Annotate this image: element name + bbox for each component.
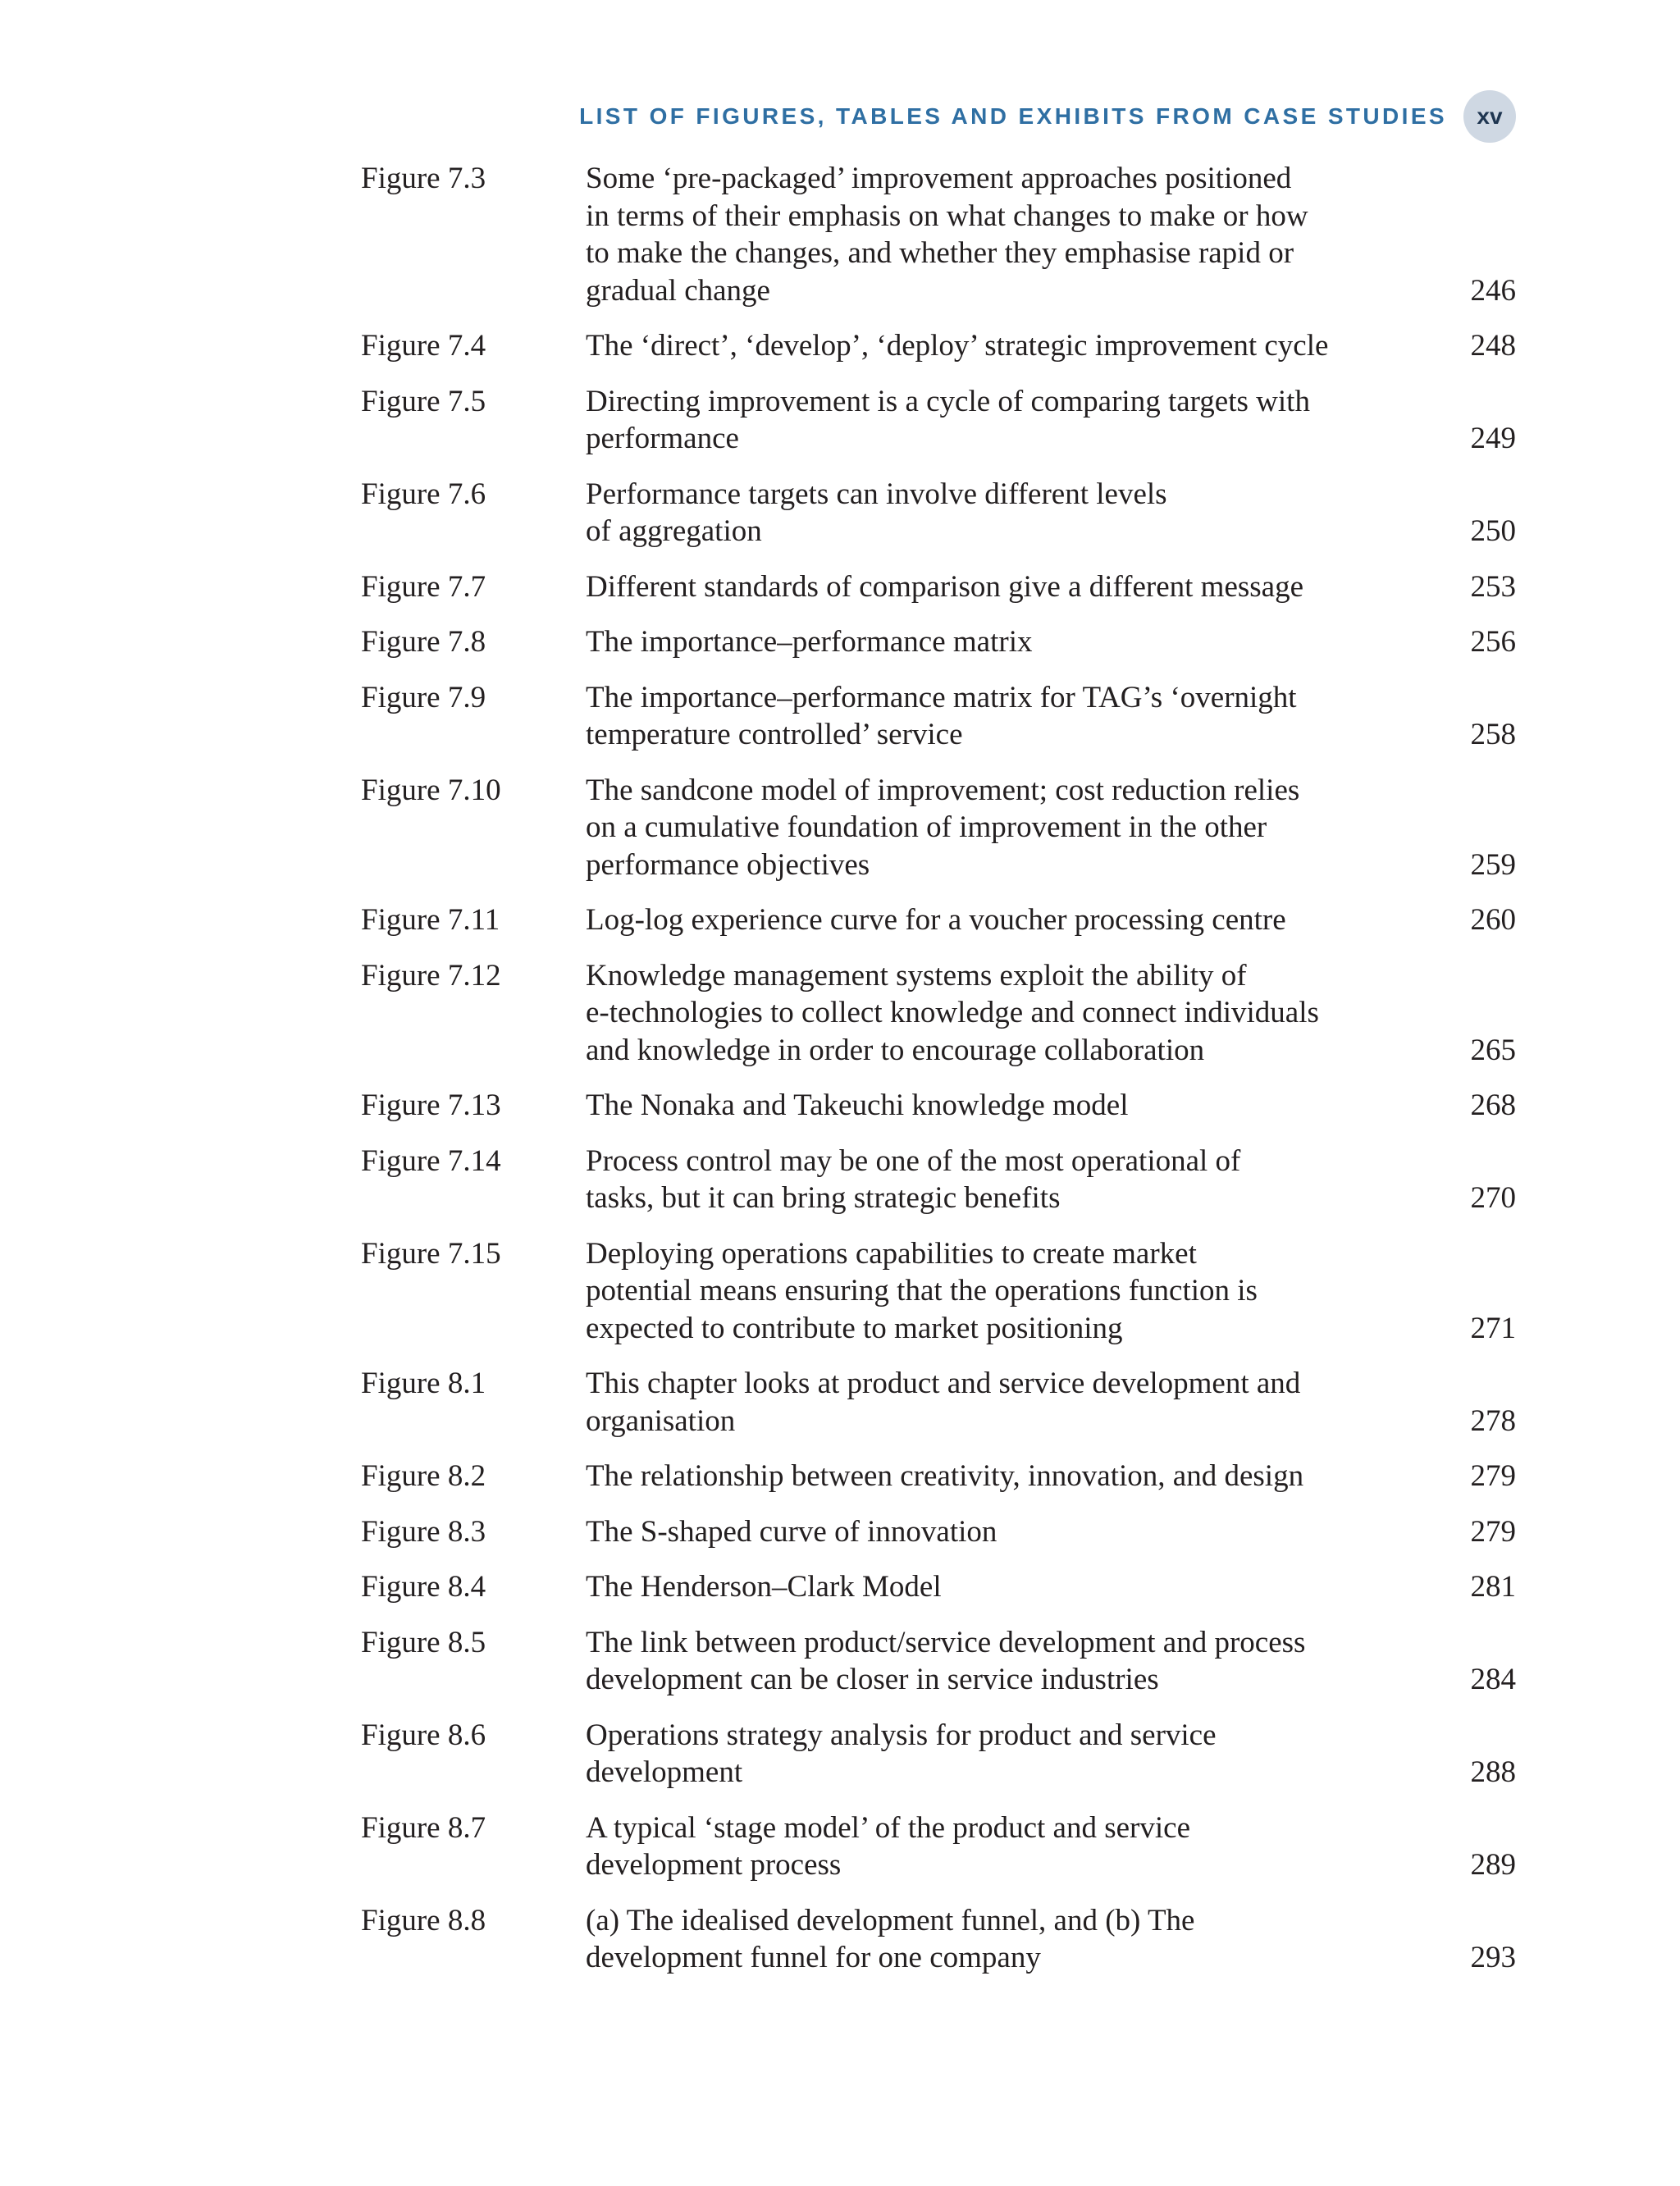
figure-entry (361, 1717, 1516, 1791)
figure-description: Log-log experience curve for a voucher processing centre (586, 903, 1286, 937)
figure-entry (361, 1458, 1516, 1495)
figure-entry (361, 957, 1516, 1070)
running-head (574, 89, 1516, 144)
figure-label: Figure 7.3 (361, 162, 486, 195)
figure-label: Figure 8.6 (361, 1718, 486, 1752)
figure-description: The importance–performance matrix for TAG’s ‘overnight temperature controlled’ service (586, 680, 1297, 751)
figure-entry (361, 160, 1516, 309)
figure-label: Figure 8.5 (361, 1625, 486, 1659)
figure-label: Figure 7.14 (361, 1143, 501, 1178)
figure-description: The link between product/service development and process development can be closer in service industries (586, 1625, 1306, 1696)
figure-label: Figure 7.10 (361, 773, 501, 807)
figure-description: Different standards of comparison give a different message (586, 569, 1304, 604)
figure-description: The Henderson–Clark Model (586, 1570, 942, 1604)
figure-entry (361, 901, 1516, 939)
figure-page-number: 289 (1470, 1848, 1516, 1882)
figure-description: (a) The idealised development funnel, and (b) The development funnel for one company (586, 1903, 1195, 1974)
figure-page-number: 279 (1470, 1459, 1516, 1493)
figure-label: Figure 8.3 (361, 1514, 486, 1549)
figure-page-number: 278 (1470, 1403, 1516, 1438)
figure-entry (361, 1902, 1516, 1977)
figure-page-number: 258 (1470, 718, 1516, 751)
figure-description: Some ‘pre-packaged’ improvement approaches positioned in terms of their emphasis on what changes to make or how to make the changes, and whether they emphasise rapid or gradual change (586, 162, 1308, 308)
figure-page-number: 256 (1470, 625, 1516, 659)
figure-page-number: 271 (1470, 1311, 1516, 1345)
figure-label: Figure 7.8 (361, 625, 486, 659)
figure-label: Figure 8.1 (361, 1367, 486, 1400)
figure-description: The sandcone model of improvement; cost reduction relies on a cumulative foundation of improvement in the other performance objectives (586, 773, 1300, 882)
figure-description: The S-shaped curve of innovation (586, 1514, 998, 1549)
figure-description: The ‘direct’, ‘develop’, ‘deploy’ strategic improvement cycle (586, 329, 1329, 363)
figure-page-number: 293 (1470, 1941, 1516, 1974)
figure-entry (361, 623, 1516, 661)
figure-description: Process control may be one of the most operational of tasks, but it can bring strategic benefits (586, 1143, 1241, 1215)
figure-entry (361, 476, 1516, 550)
figure-label: Figure 7.4 (361, 329, 486, 363)
figure-page-number: 288 (1470, 1755, 1516, 1789)
figure-label: Figure 7.5 (361, 384, 486, 418)
figure-label: Figure 7.9 (361, 680, 486, 714)
figure-page-number: 246 (1470, 273, 1516, 308)
figure-page-number: 265 (1470, 1033, 1516, 1067)
figure-entry (361, 327, 1516, 365)
figure-description: The relationship between creativity, innovation, and design (586, 1459, 1304, 1493)
figure-entry (361, 1809, 1516, 1884)
figure-page-number: 248 (1470, 329, 1516, 363)
figure-label: Figure 8.8 (361, 1903, 486, 1937)
figure-entry (361, 1568, 1516, 1606)
figure-entry (361, 772, 1516, 884)
figure-label: Figure 7.12 (361, 958, 501, 993)
figure-label: Figure 7.7 (361, 569, 486, 604)
figure-entry (361, 1624, 1516, 1699)
figure-label: Figure 8.4 (361, 1570, 486, 1604)
figure-description: This chapter looks at product and service development and organisation (586, 1367, 1301, 1438)
figure-label: Figure 8.7 (361, 1810, 486, 1845)
figure-list (361, 160, 1516, 1995)
figure-entry (361, 1513, 1516, 1551)
figure-page-number: 249 (1470, 422, 1516, 455)
figure-description: The importance–performance matrix (586, 625, 1033, 659)
figure-page-number: 270 (1470, 1181, 1516, 1215)
figure-page-number: 281 (1470, 1570, 1516, 1604)
figure-page-number: 284 (1470, 1663, 1516, 1696)
figure-label: Figure 8.2 (361, 1459, 486, 1493)
figure-description: Performance targets can involve different levels of aggregation (586, 477, 1167, 548)
figure-description: A typical ‘stage model’ of the product and service development process (586, 1810, 1191, 1882)
figure-description: Directing improvement is a cycle of comparing targets with performance (586, 384, 1310, 455)
figure-page-number: 260 (1470, 903, 1516, 937)
figure-label: Figure 7.15 (361, 1236, 501, 1271)
figure-entry (361, 383, 1516, 458)
figure-entry (361, 1143, 1516, 1217)
figure-entry (361, 679, 1516, 754)
figure-description: Knowledge management systems exploit the ability of e-technologies to collect knowledge and connect individuals and knowledge in order to encourage collaboration (586, 958, 1319, 1067)
figure-entry (361, 1235, 1516, 1348)
figure-entry (361, 1087, 1516, 1125)
figure-label: Figure 7.11 (361, 903, 500, 937)
figure-description: Deploying operations capabilities to create market potential means ensuring that the operations function is expected to contribute to market positioning (586, 1236, 1258, 1345)
figure-description: The Nonaka and Takeuchi knowledge model (586, 1088, 1129, 1122)
figure-page-number: 279 (1470, 1514, 1516, 1549)
page-number-badge: xv (1463, 90, 1516, 143)
figure-description: Operations strategy analysis for product and service development (586, 1718, 1217, 1789)
figure-label: Figure 7.13 (361, 1088, 501, 1122)
figure-page-number: 253 (1470, 569, 1516, 604)
figure-entry (361, 1365, 1516, 1440)
figure-page-number: 250 (1470, 514, 1516, 548)
running-head-title: LIST OF FIGURES, TABLES AND EXHIBITS FROM CASE STUDIES (579, 103, 1447, 129)
figure-page-number: 259 (1470, 847, 1516, 882)
figure-page-number: 268 (1470, 1088, 1516, 1122)
figure-label: Figure 7.6 (361, 477, 486, 511)
figure-entry (361, 568, 1516, 606)
